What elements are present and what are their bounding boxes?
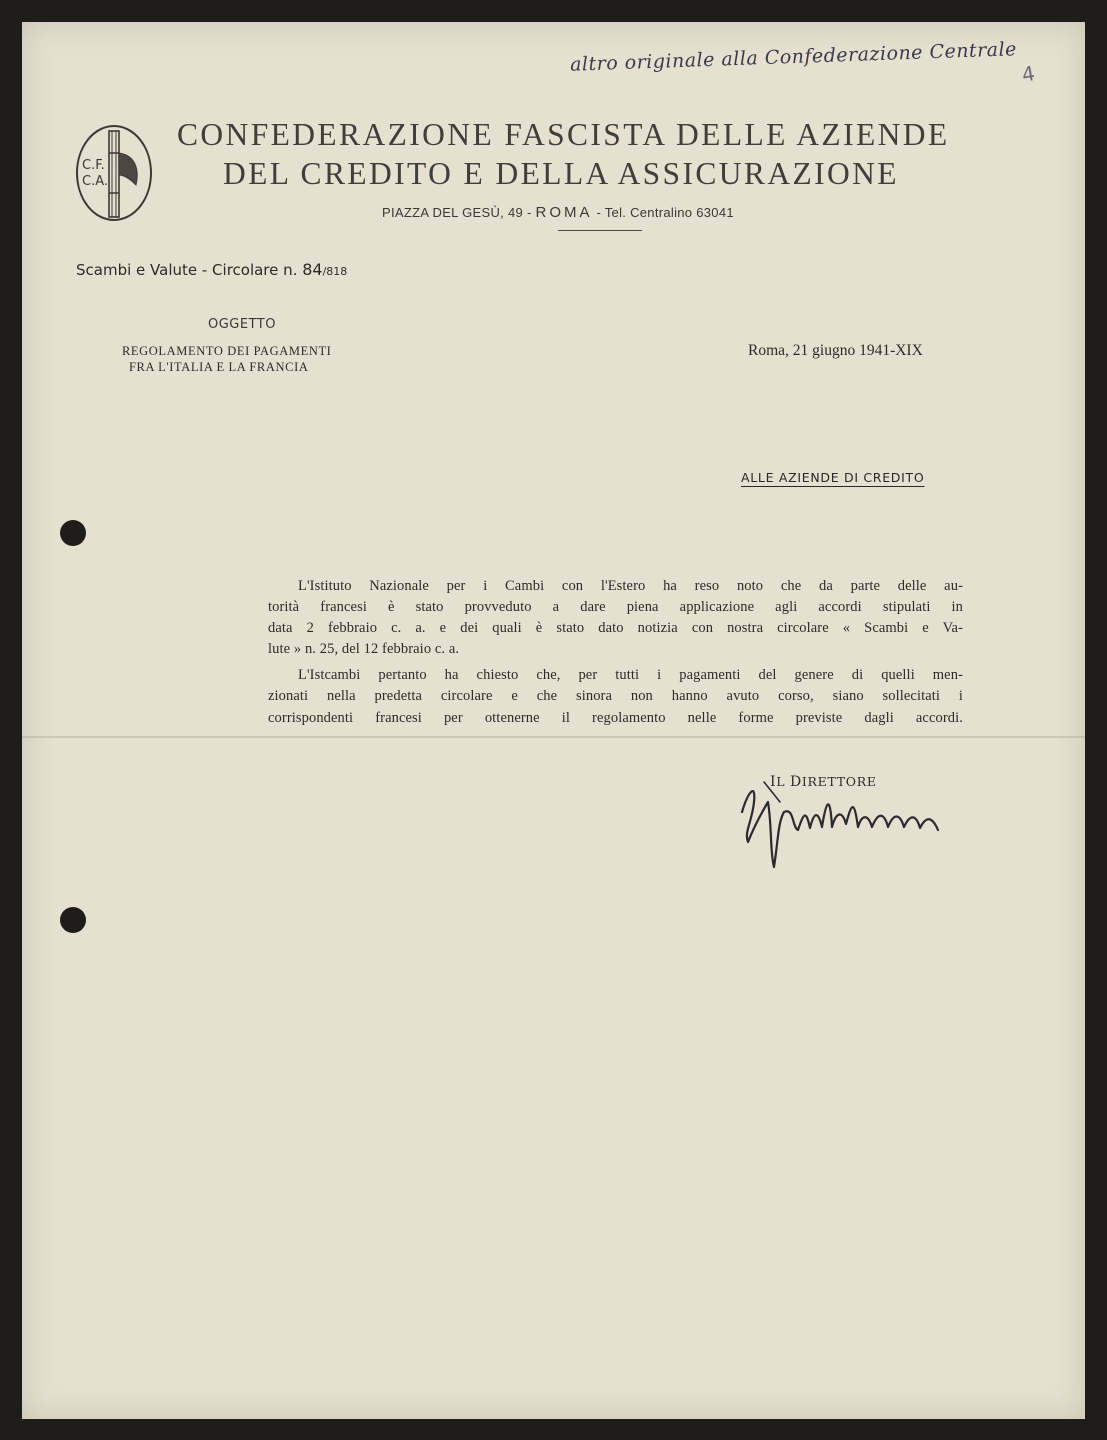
body-line: data 2 febbraio c. a. e dei quali è stato dato notizia con nostra circolare « Scambi e Va- <box>268 620 963 636</box>
letterhead-line-2: DEL CREDITO E DELLA ASSICURAZIONE <box>223 156 899 191</box>
logo-text-bottom: C.A. <box>82 174 109 189</box>
address-phone: - Tel. Centralino 63041 <box>596 205 734 220</box>
punch-hole-bottom <box>60 907 86 933</box>
circular-number: 84 <box>302 260 323 279</box>
punch-hole-top <box>60 520 86 546</box>
letterhead-line-1: CONFEDERAZIONE FASCISTA DELLE AZIENDE <box>177 117 950 152</box>
subject-line-1: REGOLAMENTO DEI PAGAMENTI <box>122 344 332 358</box>
subject-line-2: FRA L'ITALIA E LA FRANCIA <box>129 360 309 374</box>
circular-suffix: /818 <box>322 265 348 278</box>
body-line: zionati nella predetta circolare e che sinora non hanno avuto corso, siano sollecitati i <box>268 688 963 704</box>
circular-reference <box>76 260 347 279</box>
circular-prefix: Scambi e Valute - Circolare n. <box>76 261 298 279</box>
address-underline <box>558 230 642 231</box>
recipient-line: ALLE AZIENDE DI CREDITO <box>741 470 925 485</box>
body-line: corrispondenti francesi per ottenerne il regolamento nelle forme previste dagli accordi. <box>268 710 963 726</box>
handwritten-signature <box>734 772 964 872</box>
letter-date: Roma, 21 giugno 1941-XIX <box>748 342 923 359</box>
letterhead-address <box>382 204 734 221</box>
signature-title: IL DIRETTORE <box>770 774 877 790</box>
subject-label: OGGETTO <box>208 317 276 332</box>
body-line: torità francesi è stato provveduto a dare piena applicazione agli accordi stipulati in <box>268 599 963 615</box>
fasces-emblem-icon <box>74 123 154 223</box>
page-number-mark: 4 <box>1020 61 1037 87</box>
address-street: PIAZZA DEL GESÙ, 49 - <box>382 205 532 220</box>
body-line: lute » n. 25, del 12 febbraio c. a. <box>268 641 460 657</box>
page-fold-line <box>22 736 1085 738</box>
signature-name: Giustiniani <box>734 772 739 773</box>
letter-page <box>22 22 1085 1419</box>
logo-text-top: C.F. <box>82 158 105 173</box>
body-line: L'Istcambi pertanto ha chiesto che, per tutti i pagamenti del genere di quelli men- <box>298 667 963 683</box>
handwritten-annotation: altro originale alla Confederazione Centrale <box>569 38 1018 76</box>
body-line: L'Istituto Nazionale per i Cambi con l'Estero ha reso noto che da parte delle au- <box>298 578 963 594</box>
address-city: ROMA <box>535 204 593 221</box>
